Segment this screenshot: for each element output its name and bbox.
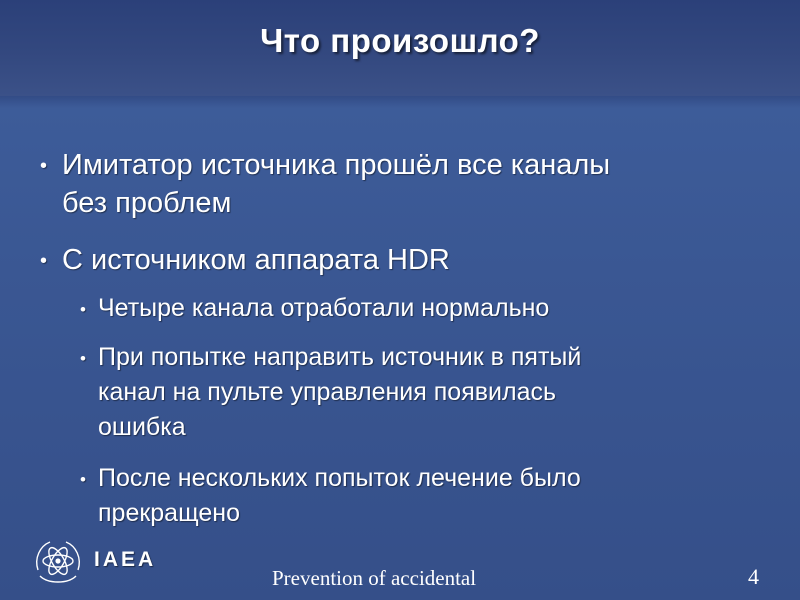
bullet-line: При попытке направить источник в пятый bbox=[98, 343, 582, 371]
sub-bullet-item bbox=[80, 340, 780, 445]
sub-bullet-item bbox=[80, 461, 780, 531]
bullet-line: Четыре канала отработали нормально bbox=[98, 294, 550, 322]
bullet-line: ошибка bbox=[98, 413, 186, 441]
bullet-marker: • bbox=[40, 250, 48, 272]
bullet-marker: • bbox=[40, 155, 48, 177]
atom-icon bbox=[30, 536, 86, 588]
footer-caption: Prevention of accidental bbox=[272, 566, 477, 590]
title-bar bbox=[0, 0, 800, 96]
sub-bullet-item bbox=[80, 291, 780, 326]
bullet-line: прекращено bbox=[98, 499, 240, 527]
bullet-item bbox=[40, 241, 760, 279]
bullet-item bbox=[40, 146, 760, 222]
page-number: 4 bbox=[748, 564, 759, 589]
bullet-line: Имитатор источника прошёл все каналы bbox=[62, 149, 611, 181]
bullet-line: канал на пульте управления появилась bbox=[98, 378, 556, 406]
bullet-marker: • bbox=[80, 300, 86, 319]
iaea-logo bbox=[30, 536, 180, 586]
bullet-line: После нескольких попыток лечение было bbox=[98, 464, 581, 492]
slide-title: Что произошло? bbox=[260, 22, 540, 59]
bullet-line: без проблем bbox=[62, 187, 232, 219]
bullet-marker: • bbox=[80, 349, 86, 368]
bullet-line: С источником аппарата HDR bbox=[62, 244, 450, 276]
logo-text: IAEA bbox=[94, 548, 157, 571]
bullet-marker: • bbox=[80, 470, 86, 489]
